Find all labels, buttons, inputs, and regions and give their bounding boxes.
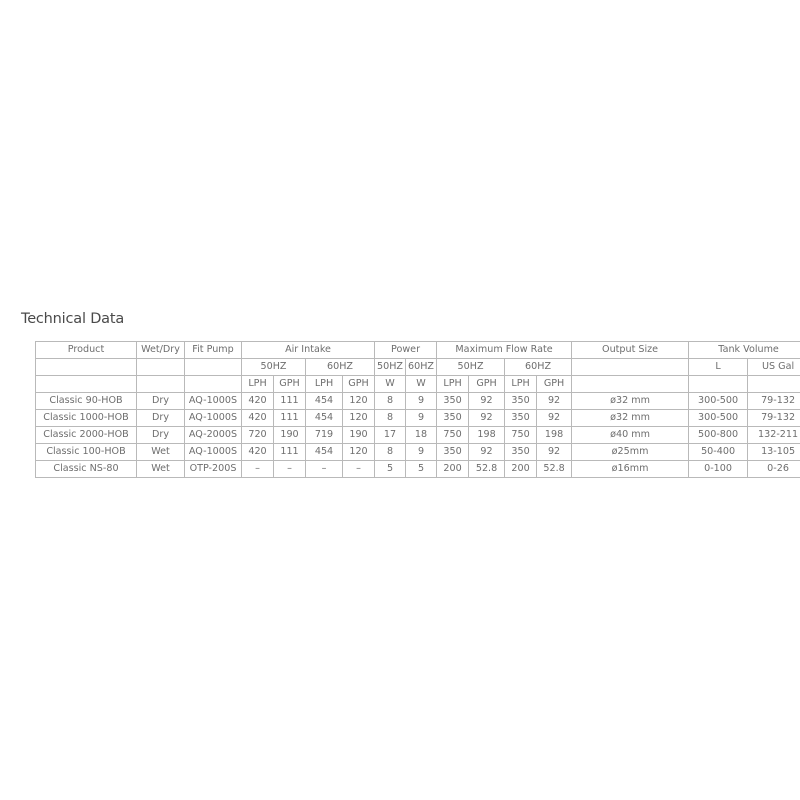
- header-product: Product: [36, 342, 137, 359]
- technical-data-table: [35, 341, 800, 478]
- table-cell: 300-500: [689, 410, 748, 427]
- table-cell: 79-132: [748, 410, 800, 427]
- empty-cell: [36, 376, 137, 393]
- header-air-intake: Air Intake: [242, 342, 375, 359]
- table-cell: 454: [306, 393, 343, 410]
- table-cell: –: [343, 461, 375, 478]
- table-cell: 111: [274, 444, 306, 461]
- table-row: [36, 461, 800, 478]
- table-cell: 350: [437, 444, 469, 461]
- table-cell: 198: [537, 427, 572, 444]
- unit-cell: GPH: [343, 376, 375, 393]
- table-cell: Dry: [137, 410, 185, 427]
- table-cell: 120: [343, 410, 375, 427]
- product-name-cell: Classic 100-HOB: [36, 444, 137, 461]
- table-row: [36, 410, 800, 427]
- table-cell: 420: [242, 410, 274, 427]
- table-cell: ø32 mm: [572, 393, 689, 410]
- empty-cell: [572, 376, 689, 393]
- units-row: [36, 376, 800, 393]
- table-cell: 9: [406, 393, 437, 410]
- table-cell: AQ-2000S: [185, 427, 242, 444]
- table-cell: 132-211: [748, 427, 800, 444]
- subheader-tank-l: L: [689, 359, 748, 376]
- header-row: [36, 342, 800, 359]
- table-cell: Wet: [137, 444, 185, 461]
- table-cell: Dry: [137, 427, 185, 444]
- table-cell: 720: [242, 427, 274, 444]
- table-cell: 13-105: [748, 444, 800, 461]
- table-cell: 750: [505, 427, 537, 444]
- empty-cell: [185, 359, 242, 376]
- table-cell: AQ-1000S: [185, 393, 242, 410]
- table-cell: 200: [437, 461, 469, 478]
- table-cell: 190: [274, 427, 306, 444]
- empty-cell: [185, 376, 242, 393]
- table-row: [36, 393, 800, 410]
- table-cell: 420: [242, 444, 274, 461]
- table-cell: –: [306, 461, 343, 478]
- table-cell: 92: [537, 410, 572, 427]
- table-cell: 198: [469, 427, 505, 444]
- table-cell: AQ-1000S: [185, 410, 242, 427]
- table-cell: 79-132: [748, 393, 800, 410]
- table-cell: 9: [406, 444, 437, 461]
- empty-cell: [137, 359, 185, 376]
- header-tank-volume: Tank Volume: [689, 342, 800, 359]
- product-name-cell: Classic 90-HOB: [36, 393, 137, 410]
- table-cell: –: [274, 461, 306, 478]
- unit-cell: LPH: [437, 376, 469, 393]
- table-cell: 200: [505, 461, 537, 478]
- empty-cell: [689, 376, 748, 393]
- table-cell: 350: [505, 444, 537, 461]
- table-cell: 350: [437, 410, 469, 427]
- empty-cell: [36, 359, 137, 376]
- table-cell: 50-400: [689, 444, 748, 461]
- table-cell: 750: [437, 427, 469, 444]
- table-cell: 5: [406, 461, 437, 478]
- empty-cell: [137, 376, 185, 393]
- table-cell: 300-500: [689, 393, 748, 410]
- table-cell: –: [242, 461, 274, 478]
- table-row: [36, 427, 800, 444]
- unit-cell: GPH: [274, 376, 306, 393]
- table-cell: 18: [406, 427, 437, 444]
- table-cell: Wet: [137, 461, 185, 478]
- table-cell: 350: [505, 410, 537, 427]
- unit-cell: W: [406, 376, 437, 393]
- header-output-size: Output Size: [572, 342, 689, 359]
- table-cell: 0-100: [689, 461, 748, 478]
- table-cell: 8: [375, 410, 406, 427]
- header-fit-pump: Fit Pump: [185, 342, 242, 359]
- table-cell: 52.8: [469, 461, 505, 478]
- unit-cell: LPH: [242, 376, 274, 393]
- table-cell: 8: [375, 393, 406, 410]
- table-cell: 52.8: [537, 461, 572, 478]
- product-name-cell: Classic 2000-HOB: [36, 427, 137, 444]
- header-max-flow-rate: Maximum Flow Rate: [437, 342, 572, 359]
- subheader-row: [36, 359, 800, 376]
- header-wet-dry: Wet/Dry: [137, 342, 185, 359]
- table-cell: ø25mm: [572, 444, 689, 461]
- empty-cell: [572, 359, 689, 376]
- table-cell: 500-800: [689, 427, 748, 444]
- table-cell: 120: [343, 393, 375, 410]
- subheader-power-50hz: 50HZ: [375, 359, 406, 376]
- unit-cell: LPH: [505, 376, 537, 393]
- subheader-tank-usgal: US Gal: [748, 359, 800, 376]
- table-cell: 92: [469, 410, 505, 427]
- table-cell: OTP-200S: [185, 461, 242, 478]
- table-cell: 92: [469, 444, 505, 461]
- table-cell: 454: [306, 444, 343, 461]
- table-cell: 17: [375, 427, 406, 444]
- table-cell: 0-26: [748, 461, 800, 478]
- table-cell: 8: [375, 444, 406, 461]
- product-name-cell: Classic 1000-HOB: [36, 410, 137, 427]
- unit-cell: W: [375, 376, 406, 393]
- table-cell: AQ-1000S: [185, 444, 242, 461]
- subheader-flow-60hz: 60HZ: [505, 359, 572, 376]
- unit-cell: LPH: [306, 376, 343, 393]
- table-cell: 420: [242, 393, 274, 410]
- table-cell: ø40 mm: [572, 427, 689, 444]
- table-cell: 350: [505, 393, 537, 410]
- header-power: Power: [375, 342, 437, 359]
- table-cell: 9: [406, 410, 437, 427]
- subheader-air-50hz: 50HZ: [242, 359, 306, 376]
- table-cell: 190: [343, 427, 375, 444]
- table-cell: 5: [375, 461, 406, 478]
- table-cell: 350: [437, 393, 469, 410]
- table-cell: 111: [274, 410, 306, 427]
- table-cell: ø16mm: [572, 461, 689, 478]
- section-title: Technical Data: [21, 311, 125, 327]
- subheader-power-60hz: 60HZ: [406, 359, 437, 376]
- table-cell: 454: [306, 410, 343, 427]
- table-cell: ø32 mm: [572, 410, 689, 427]
- unit-cell: GPH: [469, 376, 505, 393]
- product-name-cell: Classic NS-80: [36, 461, 137, 478]
- subheader-air-60hz: 60HZ: [306, 359, 375, 376]
- table-cell: 92: [537, 393, 572, 410]
- table-cell: 92: [537, 444, 572, 461]
- table-cell: 120: [343, 444, 375, 461]
- table-cell: 92: [469, 393, 505, 410]
- table-row: [36, 444, 800, 461]
- table-body: [36, 393, 800, 478]
- table-cell: Dry: [137, 393, 185, 410]
- empty-cell: [748, 376, 800, 393]
- table-cell: 719: [306, 427, 343, 444]
- table-cell: 111: [274, 393, 306, 410]
- unit-cell: GPH: [537, 376, 572, 393]
- subheader-flow-50hz: 50HZ: [437, 359, 505, 376]
